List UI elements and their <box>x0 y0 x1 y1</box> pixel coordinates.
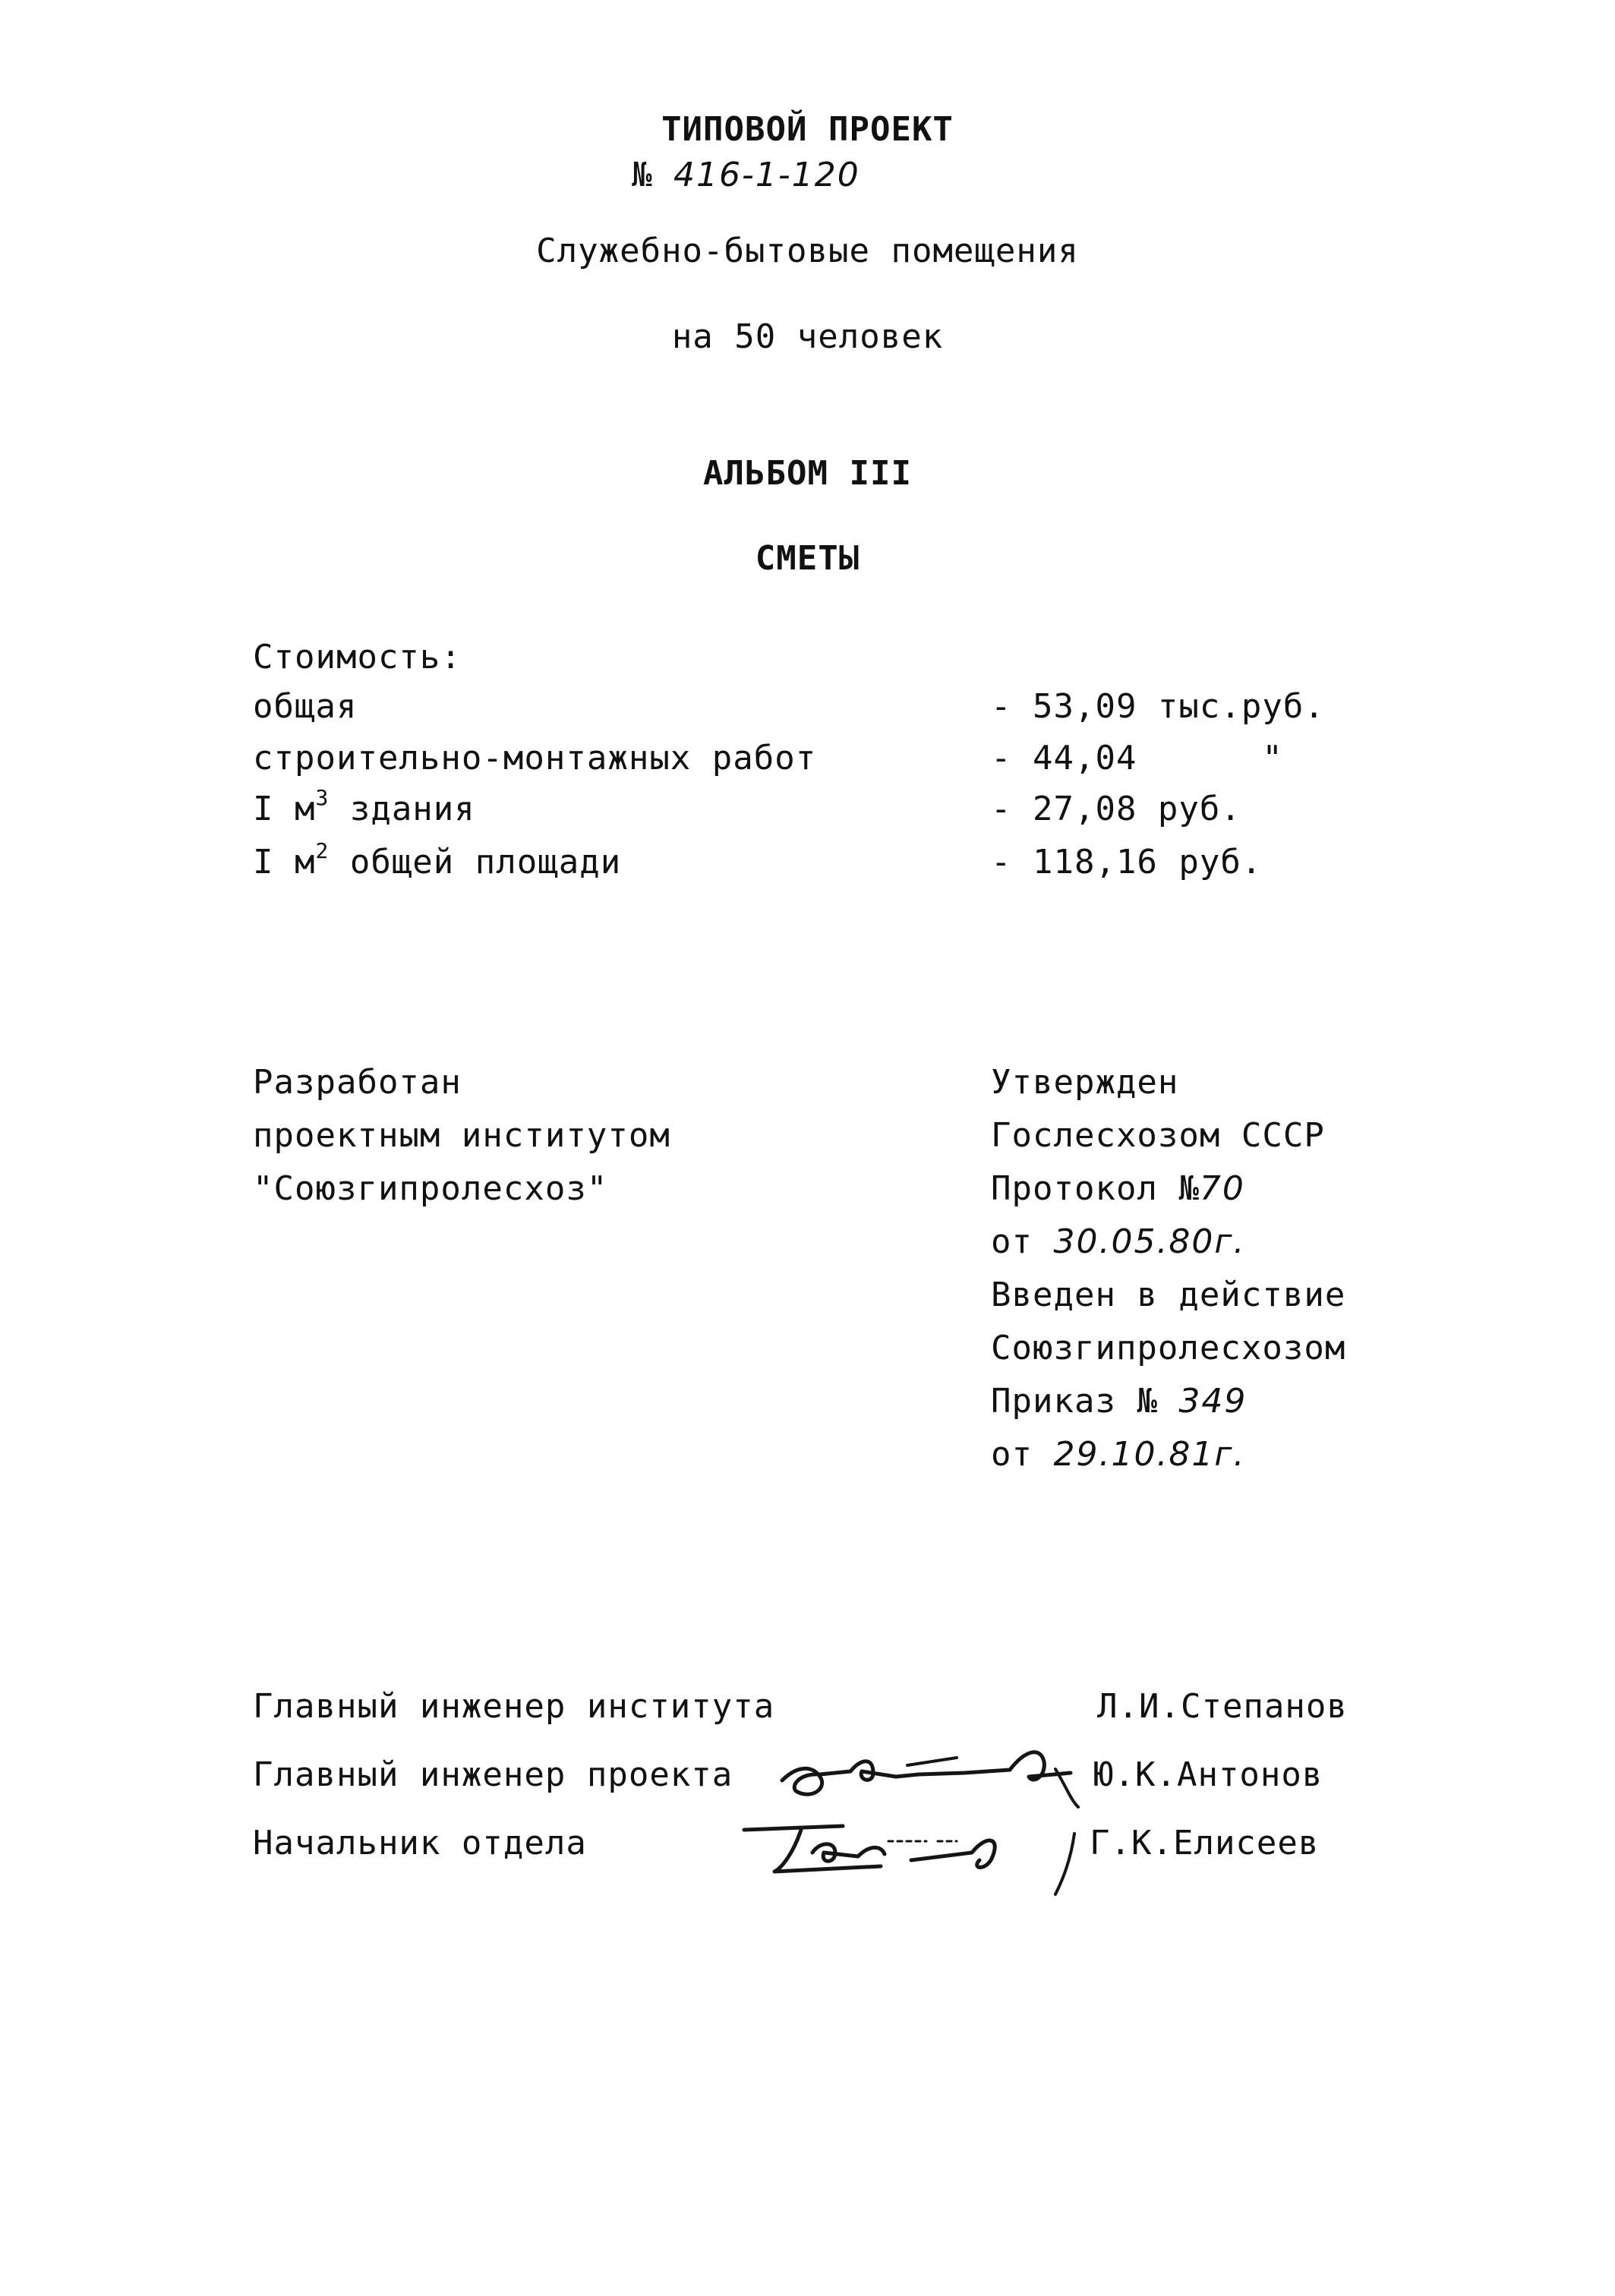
subtitle-line1: Служебно-бытовые помещения <box>536 232 1079 270</box>
signature-name-2: Ю.К.Антонов <box>1093 1755 1323 1794</box>
cost-label-per-m2-unit: I м <box>253 843 316 882</box>
section-label: СМЕТЫ <box>755 539 860 578</box>
approved-line1: Утвержден <box>991 1063 1179 1102</box>
cost-label-per-m3-unit: I м <box>253 790 316 828</box>
cost-label-total: общая <box>253 687 358 726</box>
protocol-date-line <box>991 1222 1246 1262</box>
signature-name-1: Л.И.Степанов <box>1097 1687 1348 1726</box>
protocol-number: 70 <box>1199 1169 1245 1208</box>
order-number: 349 <box>1178 1382 1248 1421</box>
signature-position-2: Главный инженер проекта <box>253 1755 733 1794</box>
protocol-line <box>991 1169 1245 1209</box>
subtitle-line2: на 50 человек <box>671 317 944 356</box>
order-date-line <box>991 1435 1246 1474</box>
album-label: АЛЬБОМ III <box>703 454 912 493</box>
cost-label-construction: строительно-монтажных работ <box>253 739 817 777</box>
cost-heading: Стоимость: <box>253 638 462 676</box>
cost-label-per-m3-exp: 3 <box>315 785 330 810</box>
project-number <box>632 156 860 195</box>
project-number-prefix: № <box>632 156 653 194</box>
signature-name-3: Г.К.Елисеев <box>1090 1824 1320 1862</box>
developed-line2: проектным институтом <box>253 1116 670 1155</box>
project-title: ТИПОВОЙ ПРОЕКТ <box>661 110 954 149</box>
cost-value-construction: - 44,04 " <box>991 739 1283 777</box>
enacted-line2: Союзгипролесхозом <box>991 1329 1346 1367</box>
protocol-date-prefix: от <box>991 1222 1054 1261</box>
protocol-date: 30.05.80г. <box>1053 1222 1246 1261</box>
handwritten-signature-eliseev <box>729 1799 1093 1898</box>
order-label: Приказ № <box>991 1382 1179 1421</box>
cost-label-per-m2 <box>253 838 622 882</box>
cost-value-total: - 53,09 тыс.руб. <box>991 687 1325 726</box>
order-line <box>991 1382 1247 1421</box>
cost-value-per-m3: - 27,08 руб. <box>991 790 1241 828</box>
enacted-line1: Введен в действие <box>991 1276 1346 1314</box>
approved-line2: Гослесхозом СССР <box>991 1116 1325 1155</box>
project-number-value: 416-1-120 <box>673 156 860 194</box>
signature-position-3: Начальник отдела <box>253 1824 587 1862</box>
cost-label-per-m3-text: здания <box>329 790 475 828</box>
cost-value-per-m2: - 118,16 руб. <box>991 843 1263 882</box>
cost-label-per-m3 <box>253 785 475 829</box>
signature-position-1: Главный инженер института <box>253 1687 775 1726</box>
developed-line3: "Союзгипролесхоз" <box>253 1169 608 1208</box>
order-date: 29.10.81г. <box>1053 1435 1246 1474</box>
cost-label-per-m2-text: общей площади <box>329 843 622 882</box>
cost-label-per-m2-exp: 2 <box>315 838 330 863</box>
protocol-label: Протокол № <box>991 1169 1200 1208</box>
developed-line1: Разработан <box>253 1063 462 1102</box>
order-date-prefix: от <box>991 1435 1054 1474</box>
